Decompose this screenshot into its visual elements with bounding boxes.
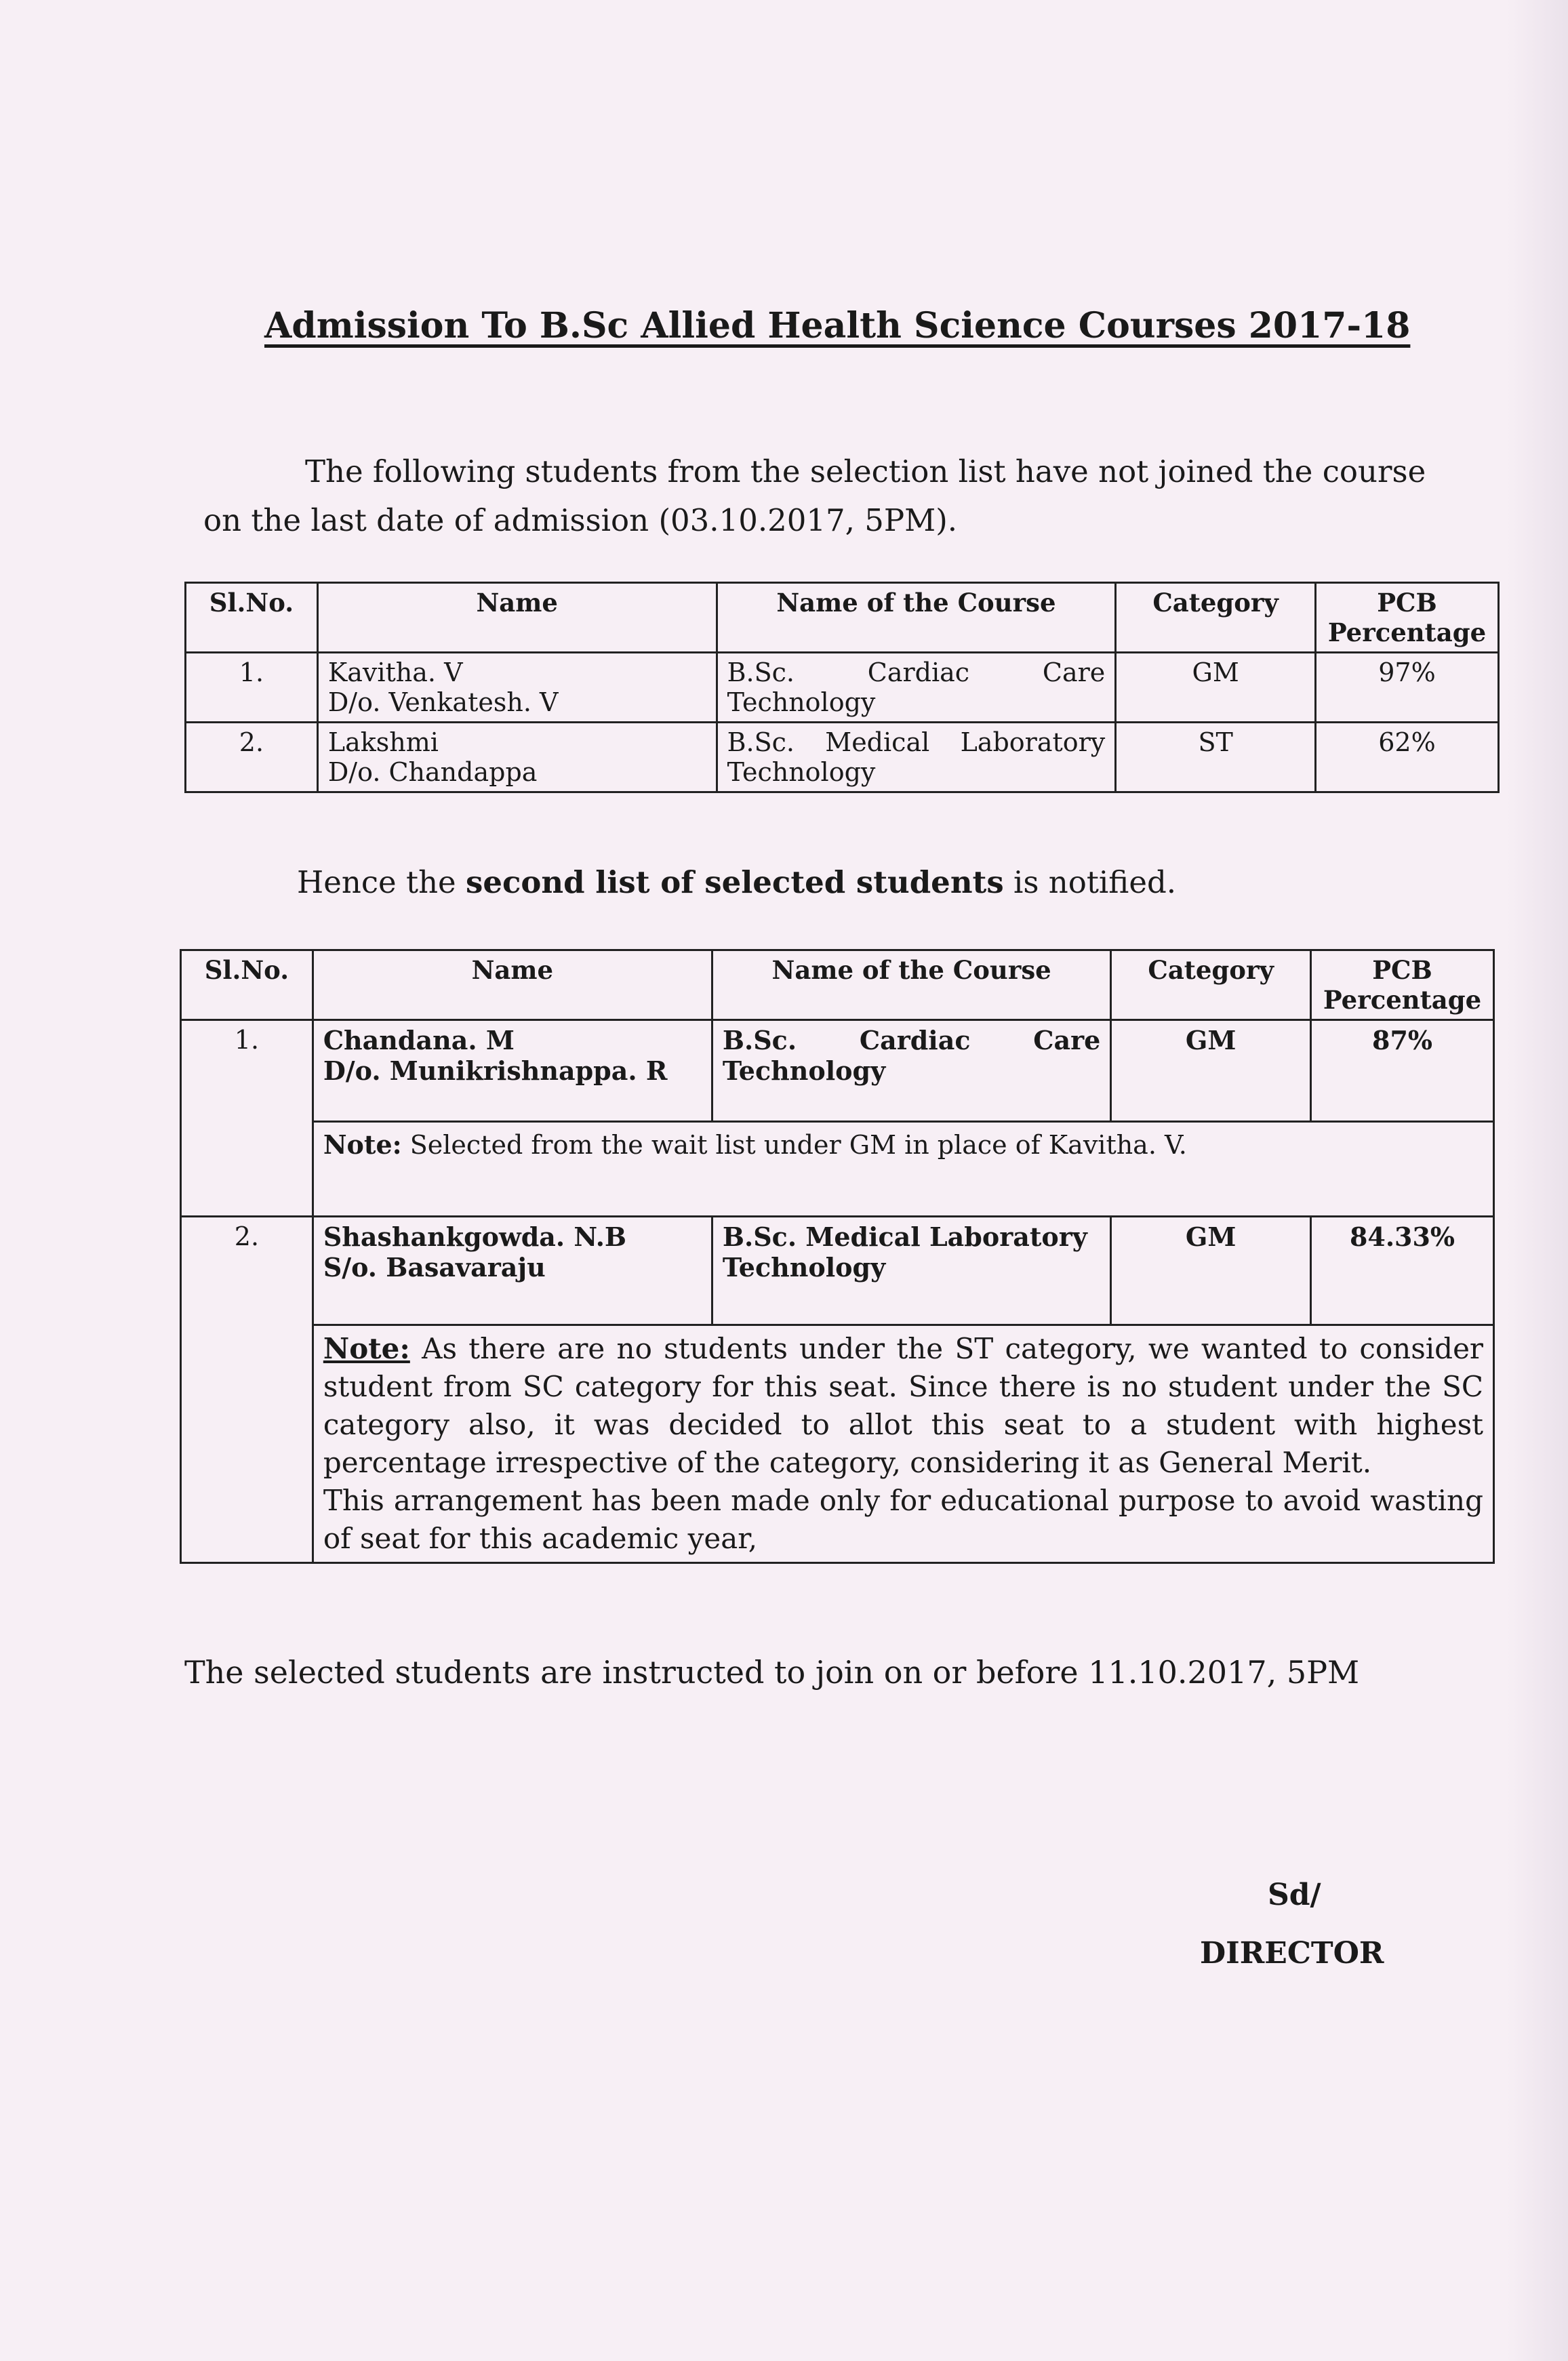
header-slno: Sl.No. xyxy=(186,583,318,653)
hence-statement xyxy=(297,864,1176,900)
note-cell xyxy=(313,1325,1493,1563)
header-course: Name of the Course xyxy=(712,950,1110,1020)
student-name: Shashankgowda. N.B xyxy=(323,1222,627,1252)
row-pcb: 84.33% xyxy=(1311,1217,1494,1325)
row-name-cell xyxy=(313,1020,712,1122)
header-pcb: PCB Percentage xyxy=(1315,583,1498,653)
note-label: Note: xyxy=(323,1129,402,1160)
row-pcb: 97% xyxy=(1315,653,1498,723)
signatory-title: DIRECTOR xyxy=(1200,1936,1384,1971)
row-category: GM xyxy=(1111,1217,1311,1325)
course-line-2: Technology xyxy=(727,687,876,717)
row-course-cell xyxy=(717,653,1116,723)
course-line-2: Technology xyxy=(727,757,876,787)
note-paragraph-1 xyxy=(323,1330,1483,1482)
student-parent: D/o. Venkatesh. V xyxy=(327,687,559,717)
header-course: Name of the Course xyxy=(717,583,1116,653)
hence-before: Hence the xyxy=(297,864,466,900)
row-course-cell xyxy=(712,1020,1110,1122)
header-category: Category xyxy=(1111,950,1311,1020)
scan-edge-shading xyxy=(1507,0,1568,2361)
signature-mark: Sd/ xyxy=(1268,1878,1321,1912)
row-course-cell xyxy=(712,1217,1110,1325)
intro-line-2: on the last date of admission (03.10.2017, 5PM). xyxy=(203,502,958,538)
row-category: GM xyxy=(1116,653,1316,723)
table-row xyxy=(186,653,1499,723)
header-name: Name xyxy=(313,950,712,1020)
hence-after: is notified. xyxy=(1003,864,1177,900)
row-course-cell xyxy=(717,723,1116,792)
row-category: GM xyxy=(1111,1020,1311,1122)
note-row xyxy=(181,1325,1494,1563)
row-pcb: 87% xyxy=(1311,1020,1494,1122)
intro-paragraph xyxy=(203,447,1491,545)
row-name-cell xyxy=(317,723,717,792)
student-name: Chandana. M xyxy=(323,1025,515,1055)
header-category: Category xyxy=(1116,583,1316,653)
student-name: Lakshmi xyxy=(327,727,439,757)
table-header-row xyxy=(186,583,1499,653)
table-row xyxy=(186,723,1499,792)
notice-title: Admission To B.Sc Allied Health Science Courses 2017-18 xyxy=(264,305,1411,346)
not-joined-table xyxy=(184,582,1500,793)
student-parent: D/o. Munikrishnappa. R xyxy=(323,1055,668,1086)
note-row xyxy=(181,1122,1494,1217)
student-parent: D/o. Chandappa xyxy=(327,757,538,787)
row-slno: 2. xyxy=(181,1217,313,1563)
row-pcb: 62% xyxy=(1315,723,1498,792)
note-text: As there are no students under the ST category, we wanted to consider student from SC category for this seat. Since there is no student under the SC category also, it was decided to allot this seat to a student with highest percentage irrespective of the category, considering it as General Merit. xyxy=(323,1332,1483,1479)
table-header-row xyxy=(181,950,1494,1020)
note-cell xyxy=(313,1122,1493,1217)
hence-bold: second list of selected students xyxy=(466,864,1004,900)
header-name: Name xyxy=(317,583,717,653)
note-text: Selected from the wait list under GM in place of Kavitha. V. xyxy=(401,1130,1187,1160)
second-list-table xyxy=(180,949,1495,1564)
row-slno: 1. xyxy=(181,1020,313,1217)
row-slno: 1. xyxy=(186,653,318,723)
note-paragraph-2: This arrangement has been made only for educational purpose to avoid wasting of seat for this academic year, xyxy=(323,1484,1483,1555)
table-row xyxy=(181,1217,1494,1325)
course-line-1: B.Sc. Cardiac Care xyxy=(722,1025,1101,1055)
course-line-1: B.Sc. Medical Laboratory xyxy=(727,727,1106,757)
join-instruction: The selected students are instructed to join on or before 11.10.2017, 5PM xyxy=(184,1654,1360,1691)
row-name-cell xyxy=(317,653,717,723)
course-line-2: Technology xyxy=(722,1055,886,1086)
header-pcb: PCB Percentage xyxy=(1311,950,1494,1020)
intro-line-1: The following students from the selection list have not joined the course xyxy=(305,453,1426,489)
course-line-1: B.Sc. Cardiac Care xyxy=(727,658,1106,687)
note-label: Note: xyxy=(323,1332,410,1365)
course-line-2: Technology xyxy=(722,1252,886,1283)
student-parent: S/o. Basavaraju xyxy=(323,1252,546,1283)
row-name-cell xyxy=(313,1217,712,1325)
row-slno: 2. xyxy=(186,723,318,792)
table-row xyxy=(181,1020,1494,1122)
row-category: ST xyxy=(1116,723,1316,792)
header-slno: Sl.No. xyxy=(181,950,313,1020)
student-name: Kavitha. V xyxy=(327,658,463,687)
course-line-1: B.Sc. Medical Laboratory xyxy=(722,1222,1087,1252)
